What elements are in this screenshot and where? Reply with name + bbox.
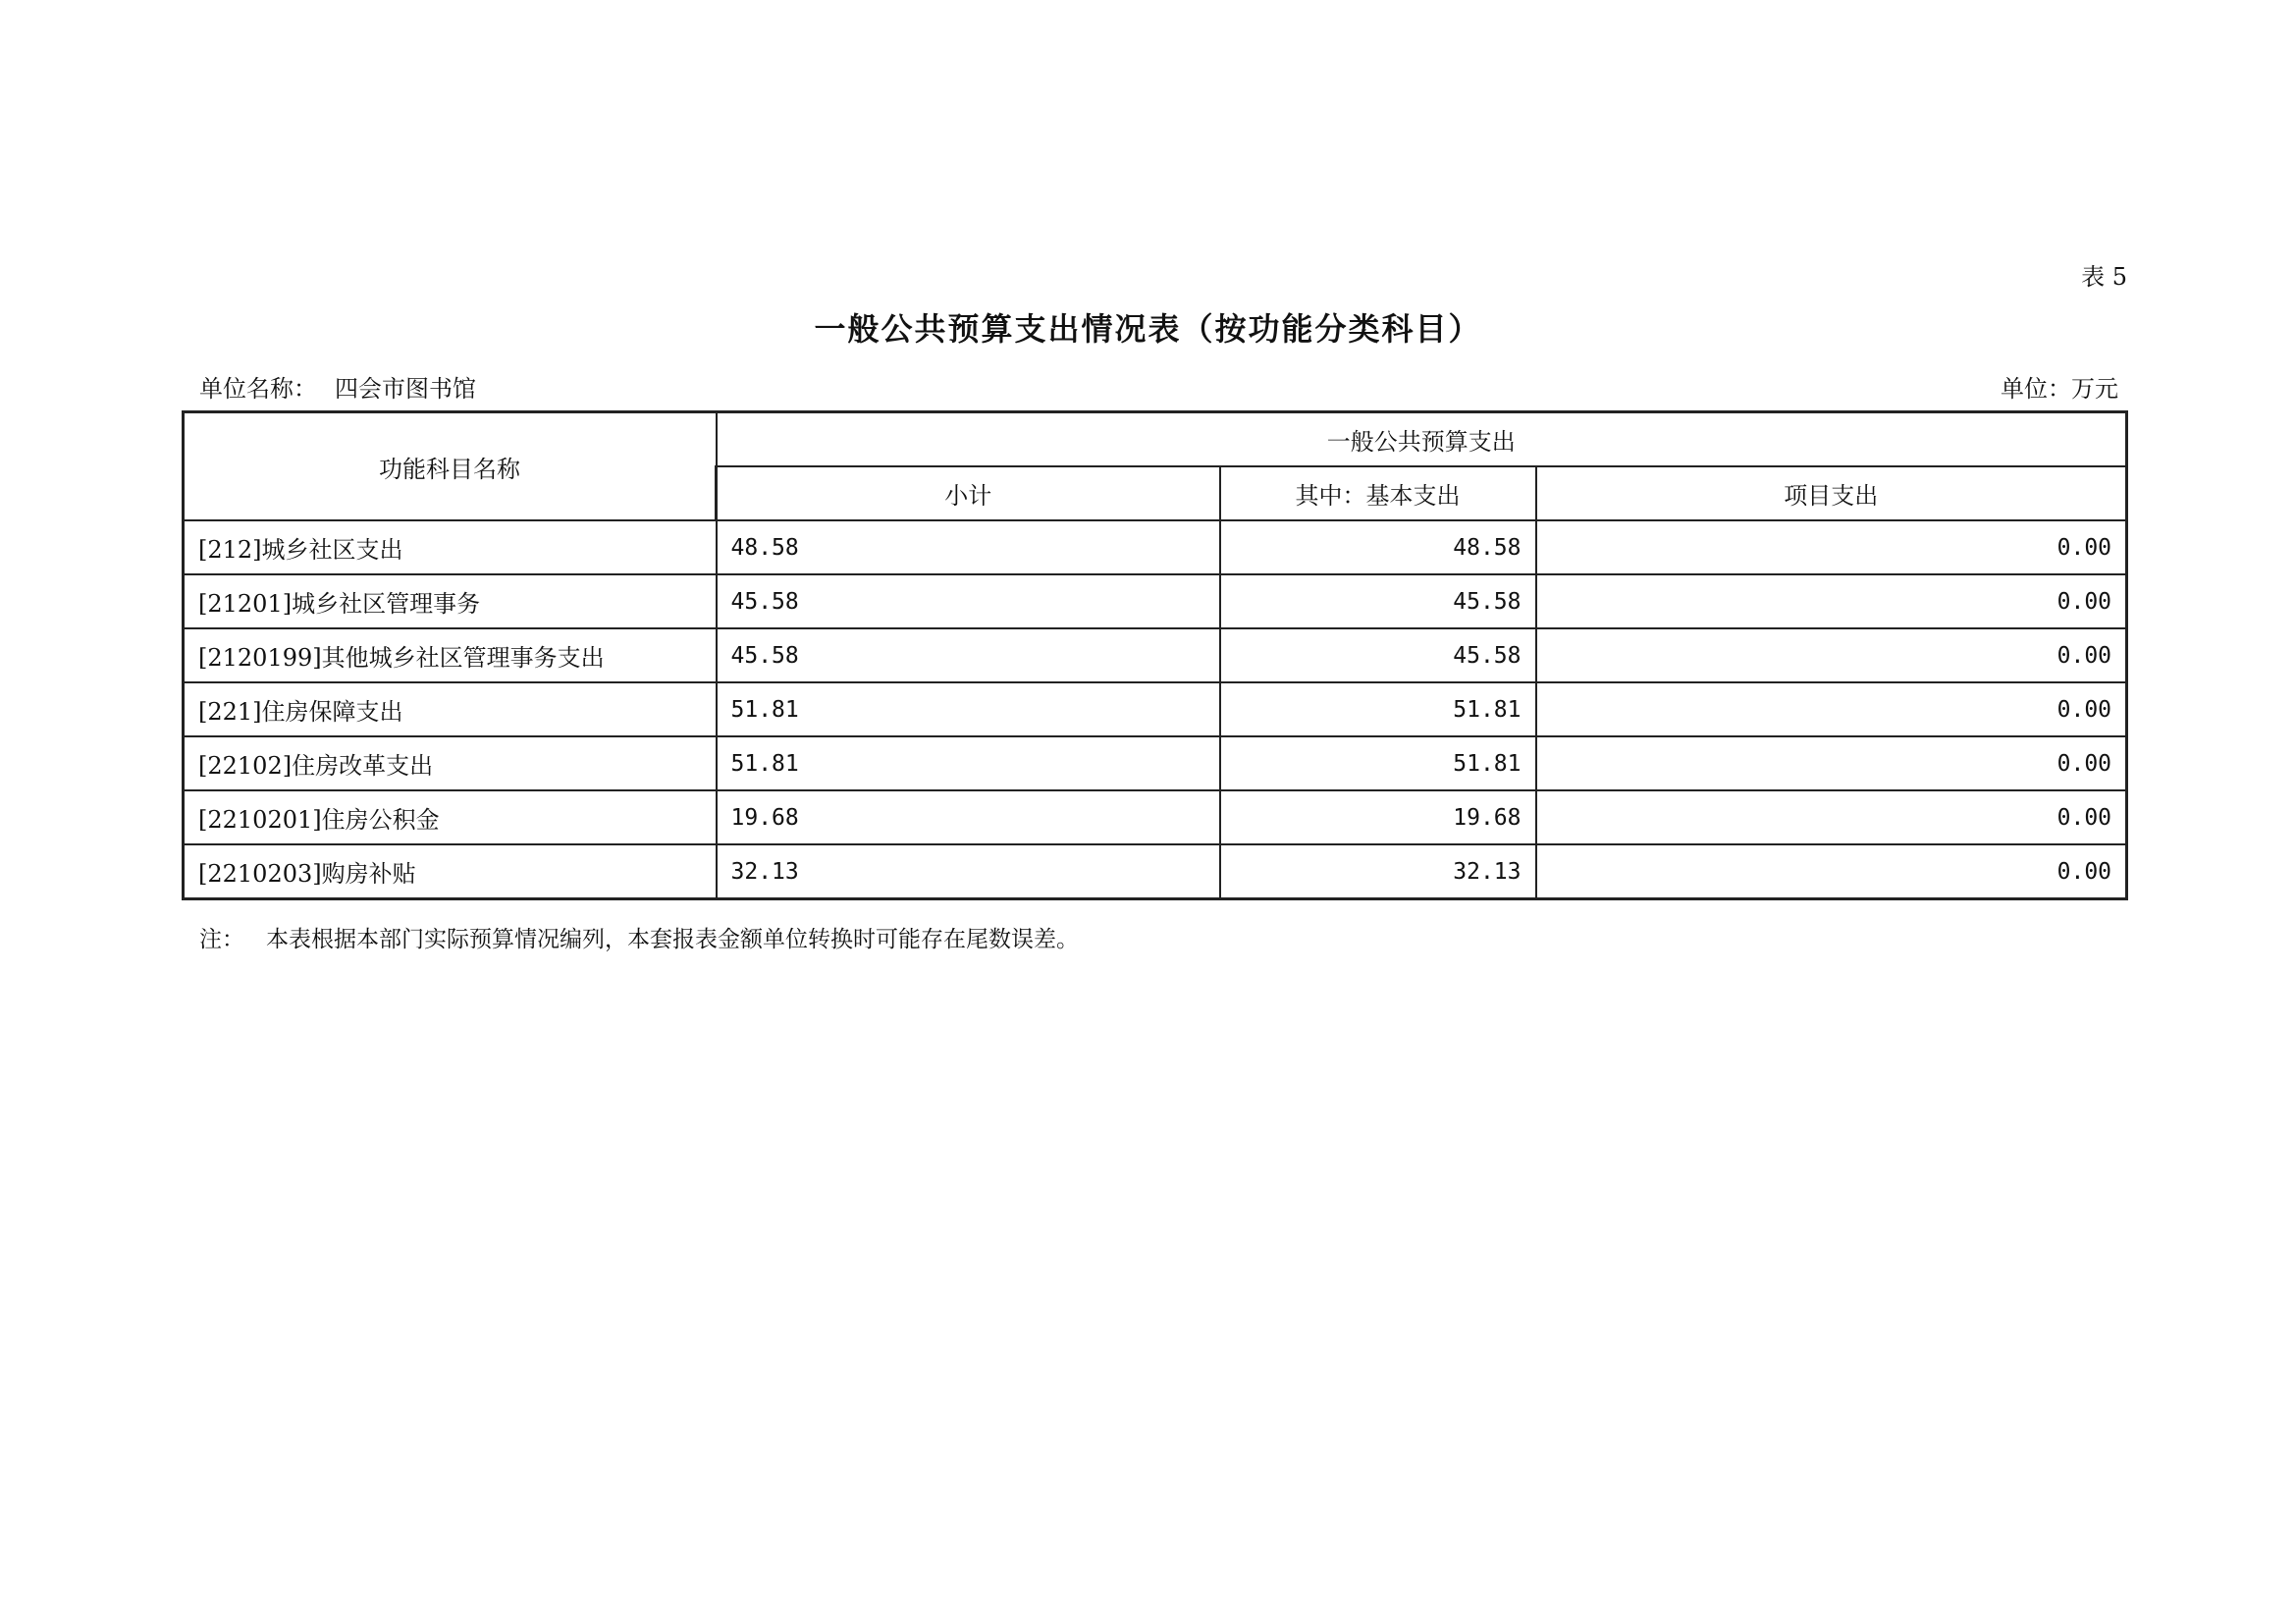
header-row-1: [184, 412, 2127, 467]
cell-subtotal: 32.13: [717, 844, 1220, 899]
cell-project: 0.00: [1536, 628, 2127, 682]
cell-subtotal: 19.68: [717, 790, 1220, 844]
cell-item-name: [2210203]购房补贴: [184, 844, 717, 899]
unit-name-block: [199, 369, 476, 401]
cell-basic: 48.58: [1220, 520, 1536, 574]
cell-subtotal: 51.81: [717, 736, 1220, 790]
table-number: 表 5: [2081, 263, 2127, 291]
cell-item-name: [221]住房保障支出: [184, 682, 717, 736]
header-basic: 其中：基本支出: [1220, 466, 1536, 520]
header-item-name: 功能科目名称: [184, 412, 717, 521]
cell-project: 0.00: [1536, 682, 2127, 736]
table-body: [184, 520, 2127, 899]
header-expenditure-group: 一般公共预算支出: [717, 412, 2127, 467]
cell-subtotal: 51.81: [717, 682, 1220, 736]
cell-subtotal: 45.58: [717, 628, 1220, 682]
cell-basic: 45.58: [1220, 628, 1536, 682]
cell-project: 0.00: [1536, 574, 2127, 628]
header-project: 项目支出: [1536, 466, 2127, 520]
cell-subtotal: 45.58: [717, 574, 1220, 628]
cell-basic: 19.68: [1220, 790, 1536, 844]
page-title: 一般公共预算支出情况表（按功能分类科目）: [814, 310, 1482, 348]
unit-info-row: [199, 369, 2118, 401]
footnote-text: 本表根据本部门实际预算情况编列，本套报表金额单位转换时可能存在尾数误差。: [266, 927, 1079, 952]
cell-item-name: [212]城乡社区支出: [184, 520, 717, 574]
cell-item-name: [21201]城乡社区管理事务: [184, 574, 717, 628]
cell-project: 0.00: [1536, 736, 2127, 790]
cell-basic: 45.58: [1220, 574, 1536, 628]
cell-project: 0.00: [1536, 790, 2127, 844]
header-subtotal: 小计: [717, 466, 1220, 520]
table-row: [184, 574, 2127, 628]
table-row: [184, 844, 2127, 899]
cell-project: 0.00: [1536, 844, 2127, 899]
table-row: [184, 682, 2127, 736]
footnote: [199, 921, 1079, 953]
budget-table: [182, 410, 2128, 900]
table-row: [184, 628, 2127, 682]
cell-basic: 51.81: [1220, 682, 1536, 736]
cell-item-name: [2120199]其他城乡社区管理事务支出: [184, 628, 717, 682]
cell-item-name: [2210201]住房公积金: [184, 790, 717, 844]
cell-subtotal: 48.58: [717, 520, 1220, 574]
footnote-label: 注：: [199, 927, 244, 952]
table-row: [184, 520, 2127, 574]
table-row: [184, 736, 2127, 790]
cell-basic: 51.81: [1220, 736, 1536, 790]
unit-name-value: 四会市图书馆: [335, 375, 476, 403]
currency-unit: 单位：万元: [2001, 375, 2118, 403]
cell-item-name: [22102]住房改革支出: [184, 736, 717, 790]
cell-project: 0.00: [1536, 520, 2127, 574]
cell-basic: 32.13: [1220, 844, 1536, 899]
unit-name-label: 单位名称：: [199, 375, 317, 403]
table-row: [184, 790, 2127, 844]
